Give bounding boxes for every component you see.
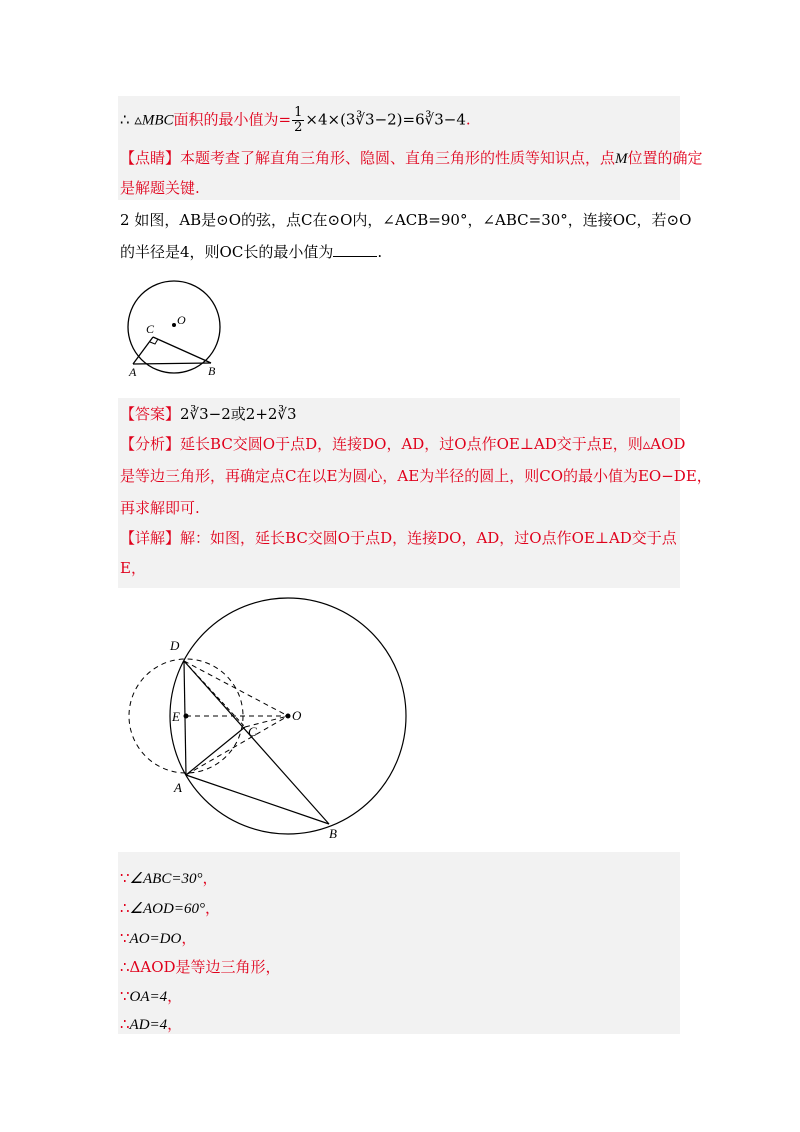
answer-value: 2∛3−2或2+2∛3 (180, 405, 297, 423)
dianjing-line-1 (120, 148, 703, 169)
segment-do (184, 661, 288, 716)
question-end: . (377, 243, 383, 261)
step-expression: ∠ABC=30° (129, 871, 203, 887)
analysis-line-2 (120, 466, 712, 486)
triangle-symbol: ▵ (134, 110, 142, 129)
detail-text-2: E， (120, 559, 146, 577)
segment-cb (153, 337, 211, 363)
question-line-2 (120, 242, 382, 262)
question-text-2: 的半径是4，则OC长的最小值为 (120, 243, 334, 261)
step-2 (120, 898, 220, 919)
label-o: O (292, 708, 302, 723)
question-text: 如图，AB是⊙O的弦，点C在⊙O内，∠ACB=90°，∠ABC=30°，连接OC，若⊙O (134, 211, 692, 229)
answer-panel (118, 398, 680, 588)
figure-1 (120, 280, 230, 380)
step-expression: AO=DO (129, 931, 182, 947)
step-end: ， (167, 987, 183, 1005)
step-5 (120, 986, 182, 1007)
label-d: D (170, 638, 180, 653)
figure-2 (120, 594, 410, 852)
question-number: 2 (120, 211, 130, 229)
dianjing-line-2 (120, 178, 200, 198)
step-symbol: ∵ (120, 869, 130, 887)
triangle-name: MBC (141, 112, 174, 129)
detail-line-1 (120, 528, 677, 548)
step-expression: ∠AOD=60° (129, 901, 205, 917)
prev-solution-line (120, 106, 471, 135)
label-e: E (172, 709, 180, 724)
step-end: ， (202, 869, 218, 887)
step-symbol: ∵ (120, 929, 130, 947)
label-c: C (248, 724, 257, 739)
analysis-text-3: 再求解即可. (120, 499, 200, 517)
step-1 (120, 868, 217, 889)
step-6 (120, 1014, 182, 1035)
step-symbol: ∴ (120, 1015, 130, 1033)
step-expression: ΔAOD是等边三角形 (129, 958, 266, 976)
label-a: A (129, 365, 137, 379)
segment-ao (186, 716, 288, 775)
analysis-line-3 (120, 498, 200, 518)
end-mark: . (465, 110, 471, 129)
label-o: O (177, 313, 186, 327)
label-b: B (208, 364, 216, 378)
area-expression: ×4×(3∛3−2)=6∛3−4 (305, 110, 466, 129)
step-3 (120, 928, 196, 949)
step-end: ， (181, 929, 197, 947)
fraction-denominator: 2 (294, 120, 303, 135)
step-end: ， (167, 1015, 183, 1033)
dianjing-text: 本题考查了解直角三角形、隐圆、直角三角形的性质等知识点，点 (180, 149, 616, 167)
label-a: A (174, 780, 182, 795)
dianjing-text-2: 是解题关键. (120, 179, 200, 197)
question-line-1 (120, 210, 691, 230)
area-text: 面积的最小值为= (173, 110, 292, 129)
step-expression: OA=4 (129, 989, 168, 1005)
fraction-numerator: 1 (294, 105, 303, 120)
center-o-dot (172, 323, 176, 327)
detail-text-1: 解：如图，延长BC交圆O于点D，连接DO，AD，过O点作OE⊥AD交于点 (180, 529, 677, 547)
label-b: B (329, 826, 337, 841)
analysis-text-2: 是等边三角形，再确定点C在以E为圆心，AE为半径的圆上，则CO的最小值为EO−DE， (120, 467, 712, 485)
point-m: M (615, 151, 628, 167)
step-end: ， (265, 958, 281, 976)
label-c: C (146, 322, 155, 336)
analysis-tag: 【分析】 (120, 435, 181, 453)
step-symbol: ∵ (120, 987, 130, 1005)
analysis-line-1 (120, 434, 685, 454)
dianjing-text-end: 位置的确定 (627, 149, 703, 167)
dianjing-tag: 【点睛】 (120, 149, 181, 167)
therefore-symbol: ∴ (120, 110, 130, 129)
analysis-text-1: 延长BC交圆O于点D，连接DO，AD，过O点作OE⊥AD交于点E，则▵AOD (180, 435, 686, 453)
step-end: ， (204, 899, 220, 917)
step-4 (120, 957, 281, 977)
segment-ac (186, 727, 245, 775)
step-symbol: ∴ (120, 899, 130, 917)
segment-ac (133, 337, 153, 364)
step-symbol: ∴ (120, 958, 130, 976)
detail-line-2 (120, 558, 146, 578)
answer-line (120, 404, 297, 424)
fraction (292, 106, 304, 135)
step-expression: AD=4 (129, 1017, 168, 1033)
answer-blank (333, 242, 377, 257)
answer-tag: 【答案】 (120, 405, 181, 423)
detail-tag: 【详解】 (120, 529, 181, 547)
